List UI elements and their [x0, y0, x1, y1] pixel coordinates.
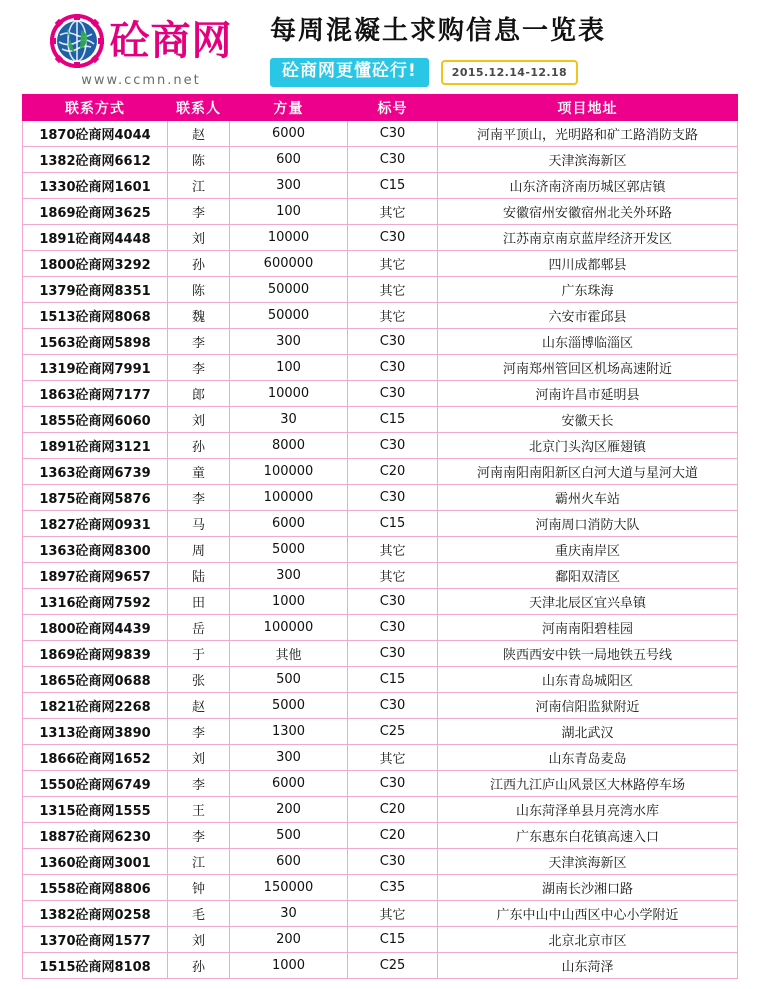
- cell-name: 李: [168, 199, 230, 225]
- cell-grade: C30: [348, 693, 438, 719]
- cell-grade: C30: [348, 121, 438, 147]
- cell-volume: 500: [230, 667, 348, 693]
- cell-name: 岳: [168, 615, 230, 641]
- cell-address: 广东中山中山西区中心小学附近: [438, 901, 738, 927]
- table-row: [23, 589, 738, 615]
- table-row: [23, 927, 738, 953]
- cell-grade: 其它: [348, 563, 438, 589]
- cell-contact: 1330砼商网1601: [23, 173, 168, 199]
- cell-contact: 1558砼商网8806: [23, 875, 168, 901]
- table-header-row: [23, 95, 738, 121]
- cell-volume: 1000: [230, 953, 348, 979]
- cell-contact: 1313砼商网3890: [23, 719, 168, 745]
- cell-volume: 6000: [230, 771, 348, 797]
- cell-name: 李: [168, 771, 230, 797]
- cell-volume: 100: [230, 355, 348, 381]
- cell-volume: 50000: [230, 277, 348, 303]
- table-row: [23, 823, 738, 849]
- table-row: [23, 147, 738, 173]
- cell-address: 鄱阳双清区: [438, 563, 738, 589]
- cell-volume: 300: [230, 745, 348, 771]
- cell-volume: 100000: [230, 459, 348, 485]
- col-header-contact: 联系方式: [23, 95, 168, 121]
- cell-contact: 1360砼商网3001: [23, 849, 168, 875]
- cell-name: 赵: [168, 121, 230, 147]
- cell-contact: 1316砼商网7592: [23, 589, 168, 615]
- cell-contact: 1887砼商网6230: [23, 823, 168, 849]
- cell-address: 河南平顶山，光明路和矿工路消防支路: [438, 121, 738, 147]
- table-container: [0, 94, 759, 989]
- cell-volume: 300: [230, 173, 348, 199]
- cell-name: 江: [168, 849, 230, 875]
- cell-volume: 600: [230, 849, 348, 875]
- cell-grade: C20: [348, 797, 438, 823]
- table-row: [23, 199, 738, 225]
- cell-grade: C30: [348, 641, 438, 667]
- cell-name: 郎: [168, 381, 230, 407]
- brand-url: www.ccmn.net: [81, 73, 201, 88]
- cell-name: 孙: [168, 251, 230, 277]
- cell-address: 霸州火车站: [438, 485, 738, 511]
- cell-name: 童: [168, 459, 230, 485]
- table-row: [23, 329, 738, 355]
- purchase-info-table: [22, 94, 738, 979]
- cell-address: 河南周口消防大队: [438, 511, 738, 537]
- cell-grade: 其它: [348, 277, 438, 303]
- cell-grade: C30: [348, 771, 438, 797]
- cell-volume: 5000: [230, 537, 348, 563]
- cell-contact: 1869砼商网9839: [23, 641, 168, 667]
- cell-name: 刘: [168, 407, 230, 433]
- cell-volume: 10000: [230, 225, 348, 251]
- table-row: [23, 953, 738, 979]
- cell-name: 李: [168, 329, 230, 355]
- cell-contact: 1370砼商网1577: [23, 927, 168, 953]
- cell-name: 刘: [168, 225, 230, 251]
- cell-grade: C30: [348, 589, 438, 615]
- cell-contact: 1379砼商网8351: [23, 277, 168, 303]
- table-row: [23, 745, 738, 771]
- cell-name: 孙: [168, 433, 230, 459]
- cell-grade: C35: [348, 875, 438, 901]
- table-row: [23, 537, 738, 563]
- cell-address: 河南许昌市延明县: [438, 381, 738, 407]
- cell-name: 刘: [168, 927, 230, 953]
- table-row: [23, 433, 738, 459]
- cell-name: 刘: [168, 745, 230, 771]
- table-row: [23, 849, 738, 875]
- cell-address: 河南信阳监狱附近: [438, 693, 738, 719]
- cell-address: 天津滨海新区: [438, 849, 738, 875]
- cell-name: 陆: [168, 563, 230, 589]
- globe-gear-icon: [50, 14, 104, 68]
- cell-volume: 200: [230, 927, 348, 953]
- cell-grade: C25: [348, 719, 438, 745]
- cell-name: 赵: [168, 693, 230, 719]
- cell-contact: 1891砼商网3121: [23, 433, 168, 459]
- cell-contact: 1513砼商网8068: [23, 303, 168, 329]
- cell-address: 江苏南京南京蓝岸经济开发区: [438, 225, 738, 251]
- table-row: [23, 875, 738, 901]
- cell-address: 山东淄博临淄区: [438, 329, 738, 355]
- cell-volume: 6000: [230, 511, 348, 537]
- cell-contact: 1382砼商网0258: [23, 901, 168, 927]
- cell-name: 魏: [168, 303, 230, 329]
- cell-name: 李: [168, 823, 230, 849]
- header-right: [260, 15, 739, 86]
- cell-grade: C15: [348, 927, 438, 953]
- cell-address: 天津北辰区宜兴阜镇: [438, 589, 738, 615]
- cell-volume: 600: [230, 147, 348, 173]
- cell-grade: C30: [348, 433, 438, 459]
- cell-volume: 300: [230, 563, 348, 589]
- cell-address: 天津滨海新区: [438, 147, 738, 173]
- cell-contact: 1891砼商网4448: [23, 225, 168, 251]
- cell-grade: C15: [348, 511, 438, 537]
- cell-contact: 1875砼商网5876: [23, 485, 168, 511]
- cell-contact: 1865砼商网0688: [23, 667, 168, 693]
- cell-grade: C30: [348, 147, 438, 173]
- cell-address: 重庆南岸区: [438, 537, 738, 563]
- cell-grade: 其它: [348, 303, 438, 329]
- table-row: [23, 303, 738, 329]
- table-row: [23, 355, 738, 381]
- cell-address: 湖南长沙湘口路: [438, 875, 738, 901]
- cell-contact: 1363砼商网6739: [23, 459, 168, 485]
- cell-address: 山东菏泽: [438, 953, 738, 979]
- cell-name: 王: [168, 797, 230, 823]
- cell-grade: C30: [348, 485, 438, 511]
- cell-contact: 1550砼商网6749: [23, 771, 168, 797]
- col-header-grade: 标号: [348, 95, 438, 121]
- cell-grade: C30: [348, 355, 438, 381]
- cell-contact: 1863砼商网7177: [23, 381, 168, 407]
- cell-address: 北京北京市区: [438, 927, 738, 953]
- cell-volume: 300: [230, 329, 348, 355]
- cell-contact: 1382砼商网6612: [23, 147, 168, 173]
- cell-grade: C15: [348, 667, 438, 693]
- cell-address: 山东青岛城阳区: [438, 667, 738, 693]
- cell-volume: 1000: [230, 589, 348, 615]
- cell-address: 湖北武汉: [438, 719, 738, 745]
- cell-address: 北京门头沟区雁翅镇: [438, 433, 738, 459]
- cell-name: 陈: [168, 147, 230, 173]
- cell-contact: 1363砼商网8300: [23, 537, 168, 563]
- subtitle-row: [270, 58, 739, 87]
- cell-volume: 100: [230, 199, 348, 225]
- cell-grade: 其它: [348, 537, 438, 563]
- cell-volume: 50000: [230, 303, 348, 329]
- cell-grade: C30: [348, 849, 438, 875]
- cell-name: 陈: [168, 277, 230, 303]
- cell-contact: 1855砼商网6060: [23, 407, 168, 433]
- cell-contact: 1515砼商网8108: [23, 953, 168, 979]
- table-row: [23, 173, 738, 199]
- cell-grade: C15: [348, 407, 438, 433]
- cell-volume: 200: [230, 797, 348, 823]
- table-row: [23, 797, 738, 823]
- brand-logo: [22, 14, 260, 88]
- cell-volume: 30: [230, 901, 348, 927]
- cell-volume: 8000: [230, 433, 348, 459]
- cell-grade: 其它: [348, 901, 438, 927]
- cell-volume: 5000: [230, 693, 348, 719]
- table-row: [23, 693, 738, 719]
- cell-grade: 其它: [348, 251, 438, 277]
- table-row: [23, 251, 738, 277]
- cell-contact: 1827砼商网0931: [23, 511, 168, 537]
- cell-name: 于: [168, 641, 230, 667]
- table-row: [23, 407, 738, 433]
- cell-address: 广东惠东白花镇高速入口: [438, 823, 738, 849]
- cell-name: 马: [168, 511, 230, 537]
- cell-contact: 1563砼商网5898: [23, 329, 168, 355]
- cell-name: 张: [168, 667, 230, 693]
- cell-address: 河南南阳碧桂园: [438, 615, 738, 641]
- col-header-volume: 方量: [230, 95, 348, 121]
- cell-contact: 1869砼商网3625: [23, 199, 168, 225]
- cell-address: 安徽宿州安徽宿州北关外环路: [438, 199, 738, 225]
- cell-name: 江: [168, 173, 230, 199]
- cell-contact: 1821砼商网2268: [23, 693, 168, 719]
- brand-name: 砼商网: [109, 18, 233, 64]
- cell-name: 毛: [168, 901, 230, 927]
- cell-address: 山东济南济南历城区郭店镇: [438, 173, 738, 199]
- cell-grade: C25: [348, 953, 438, 979]
- table-row: [23, 121, 738, 147]
- cell-volume: 500: [230, 823, 348, 849]
- cell-contact: 1897砼商网9657: [23, 563, 168, 589]
- table-body: [23, 121, 738, 979]
- page-title: 每周混凝土求购信息一览表: [270, 16, 607, 47]
- table-row: [23, 615, 738, 641]
- cell-address: 江西九江庐山风景区大林路停车场: [438, 771, 738, 797]
- cell-volume: 10000: [230, 381, 348, 407]
- table-row: [23, 459, 738, 485]
- cell-contact: 1870砼商网4044: [23, 121, 168, 147]
- table-row: [23, 225, 738, 251]
- cell-name: 周: [168, 537, 230, 563]
- cell-address: 河南南阳南阳新区白河大道与星河大道: [438, 459, 738, 485]
- cell-name: 钟: [168, 875, 230, 901]
- cell-grade: 其它: [348, 199, 438, 225]
- cell-grade: 其它: [348, 745, 438, 771]
- slogan-badge: 砼商网更懂砼行!: [270, 58, 429, 87]
- cell-grade: C30: [348, 329, 438, 355]
- cell-volume: 150000: [230, 875, 348, 901]
- cell-address: 四川成都郫县: [438, 251, 738, 277]
- cell-contact: 1800砼商网3292: [23, 251, 168, 277]
- table-row: [23, 277, 738, 303]
- page-header: [0, 0, 759, 94]
- cell-address: 陕西西安中铁一局地铁五号线: [438, 641, 738, 667]
- cell-volume: 100000: [230, 485, 348, 511]
- col-header-address: 项目地址: [438, 95, 738, 121]
- cell-contact: 1866砼商网1652: [23, 745, 168, 771]
- col-header-name: 联系人: [168, 95, 230, 121]
- date-range-badge: 2015.12.14-12.18: [441, 60, 578, 85]
- table-head: [23, 95, 738, 121]
- table-row: [23, 641, 738, 667]
- cell-grade: C30: [348, 225, 438, 251]
- table-row: [23, 381, 738, 407]
- cell-address: 广东珠海: [438, 277, 738, 303]
- cell-address: 安徽天长: [438, 407, 738, 433]
- table-row: [23, 485, 738, 511]
- cell-contact: 1800砼商网4439: [23, 615, 168, 641]
- cell-contact: 1315砼商网1555: [23, 797, 168, 823]
- table-row: [23, 719, 738, 745]
- cell-name: 田: [168, 589, 230, 615]
- table-row: [23, 563, 738, 589]
- cell-grade: C30: [348, 615, 438, 641]
- cell-volume: 100000: [230, 615, 348, 641]
- table-row: [23, 901, 738, 927]
- cell-name: 孙: [168, 953, 230, 979]
- cell-volume: 1300: [230, 719, 348, 745]
- cell-name: 李: [168, 355, 230, 381]
- cell-address: 六安市霍邱县: [438, 303, 738, 329]
- cell-grade: C20: [348, 459, 438, 485]
- brand-row: [50, 14, 233, 68]
- cell-address: 河南郑州管回区机场高速附近: [438, 355, 738, 381]
- cell-address: 山东青岛麦岛: [438, 745, 738, 771]
- cell-volume: 6000: [230, 121, 348, 147]
- table-row: [23, 667, 738, 693]
- cell-address: 山东菏泽单县月亮湾水库: [438, 797, 738, 823]
- cell-grade: C30: [348, 381, 438, 407]
- cell-volume: 其他: [230, 641, 348, 667]
- table-row: [23, 511, 738, 537]
- cell-name: 李: [168, 485, 230, 511]
- cell-grade: C15: [348, 173, 438, 199]
- cell-grade: C20: [348, 823, 438, 849]
- cell-contact: 1319砼商网7991: [23, 355, 168, 381]
- cell-volume: 30: [230, 407, 348, 433]
- cell-name: 李: [168, 719, 230, 745]
- table-row: [23, 771, 738, 797]
- cell-volume: 600000: [230, 251, 348, 277]
